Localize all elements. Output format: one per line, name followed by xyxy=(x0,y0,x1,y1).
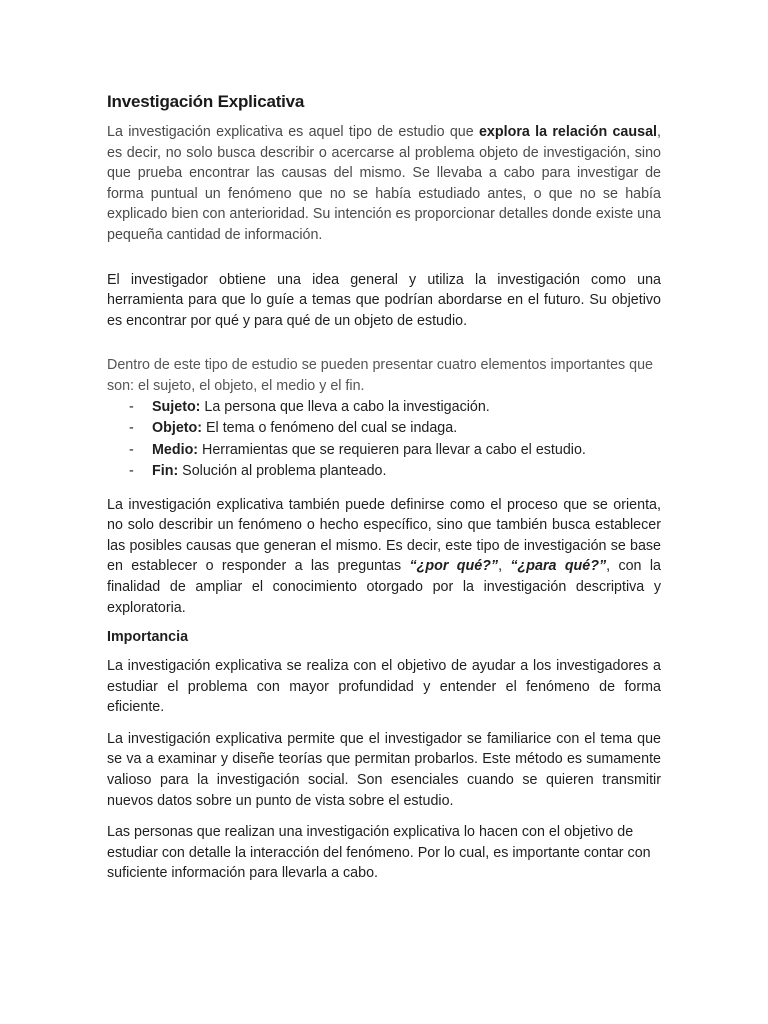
list-item-medio xyxy=(107,440,661,462)
list-term: Fin: xyxy=(152,463,179,480)
importance-paragraph-1: La investigación explicativa se realiza con el objetivo de ayudar a los investigadores a estudiar el problema con mayor profundidad y entender el fenómeno de forma eficiente. xyxy=(107,658,661,716)
definition-text-start: La investigación explicativa también puede definirse como el proceso que se orienta, no solo describir un fenómeno o hecho específico, sino que también busca establecer las posibles causas que generan el mismo. Es decir, este tipo de investigación se base en establecer o responder a las preguntas xyxy=(107,496,661,575)
list-term: Objeto: xyxy=(152,420,203,437)
document-body xyxy=(107,92,661,884)
definition-paragraph xyxy=(107,495,661,619)
list-dash: - xyxy=(129,398,134,415)
importance-paragraph-2: La investigación explicativa permite que el investigador se familiarice con el tema que se va a examinar y diseñe teorías que permitan probarlos. Este método es sumamente valioso para la investigación social. Son esenciales cuando se quieren transmitir nuevos datos sobre un punto de vista sobre el estudio. xyxy=(107,730,661,809)
list-item-sujeto xyxy=(107,397,661,419)
intro-text-end: , es decir, no solo busca describir o acercarse al problema objeto de investigación, sino que prueba encontrar las causas del mismo. Se llevaba a cabo para investigar de forma puntual un fenómeno que no se había estudiado antes, o que no se había explicado bien con anterioridad. Su intención es proporcionar detalles donde existe una pequeña cantidad de información. xyxy=(107,124,661,243)
list-description: El tema o fenómeno del cual se indaga. xyxy=(202,420,458,437)
list-dash: - xyxy=(129,463,134,480)
intro-paragraph xyxy=(107,122,661,246)
question-para-que: “¿para qué?” xyxy=(510,558,607,575)
list-dash: - xyxy=(129,420,134,437)
question-separator: , xyxy=(498,558,511,575)
document-title: Investigación Explicativa xyxy=(107,92,305,111)
importance-paragraph-3: Las personas que realizan una investigación explicativa lo hacen con el objetivo de estudiar con detalle la interacción del fenómeno. Por lo cual, es importante contar con suficiente información para llevarla a cabo. xyxy=(107,824,651,882)
elements-list xyxy=(107,397,661,483)
intro-bold-phrase: explora la relación causal xyxy=(478,124,657,140)
list-term: Sujeto: xyxy=(152,398,201,415)
list-item-fin xyxy=(107,461,661,483)
list-description: La persona que lleva a cabo la investigación. xyxy=(200,398,490,415)
list-term: Medio: xyxy=(152,441,199,458)
elements-intro-paragraph: Dentro de este tipo de estudio se pueden presentar cuatro elementos importantes que son: el sujeto, el objeto, el medio y el fin. xyxy=(107,357,654,394)
list-description: Solución al problema planteado. xyxy=(178,463,387,480)
list-description: Herramientas que se requieren para llevar a cabo el estudio. xyxy=(198,441,586,458)
list-item-objeto xyxy=(107,418,661,440)
question-por-que: “¿por qué?” xyxy=(409,558,499,575)
intro-text-start: La investigación explicativa es aquel tipo de estudio que xyxy=(107,124,479,140)
section-heading-importancia: Importancia xyxy=(107,629,189,646)
list-dash: - xyxy=(129,441,134,458)
researcher-paragraph: El investigador obtiene una idea general y utiliza la investigación como una herramienta para que lo guíe a temas que podrían abordarse en el futuro. Su objetivo es encontrar por qué y para qué de un objeto de estudio. xyxy=(107,271,661,329)
definition-text-end: , con la finalidad de ampliar el conocimiento otorgado por la investigación descriptiva y exploratoria. xyxy=(107,558,661,616)
